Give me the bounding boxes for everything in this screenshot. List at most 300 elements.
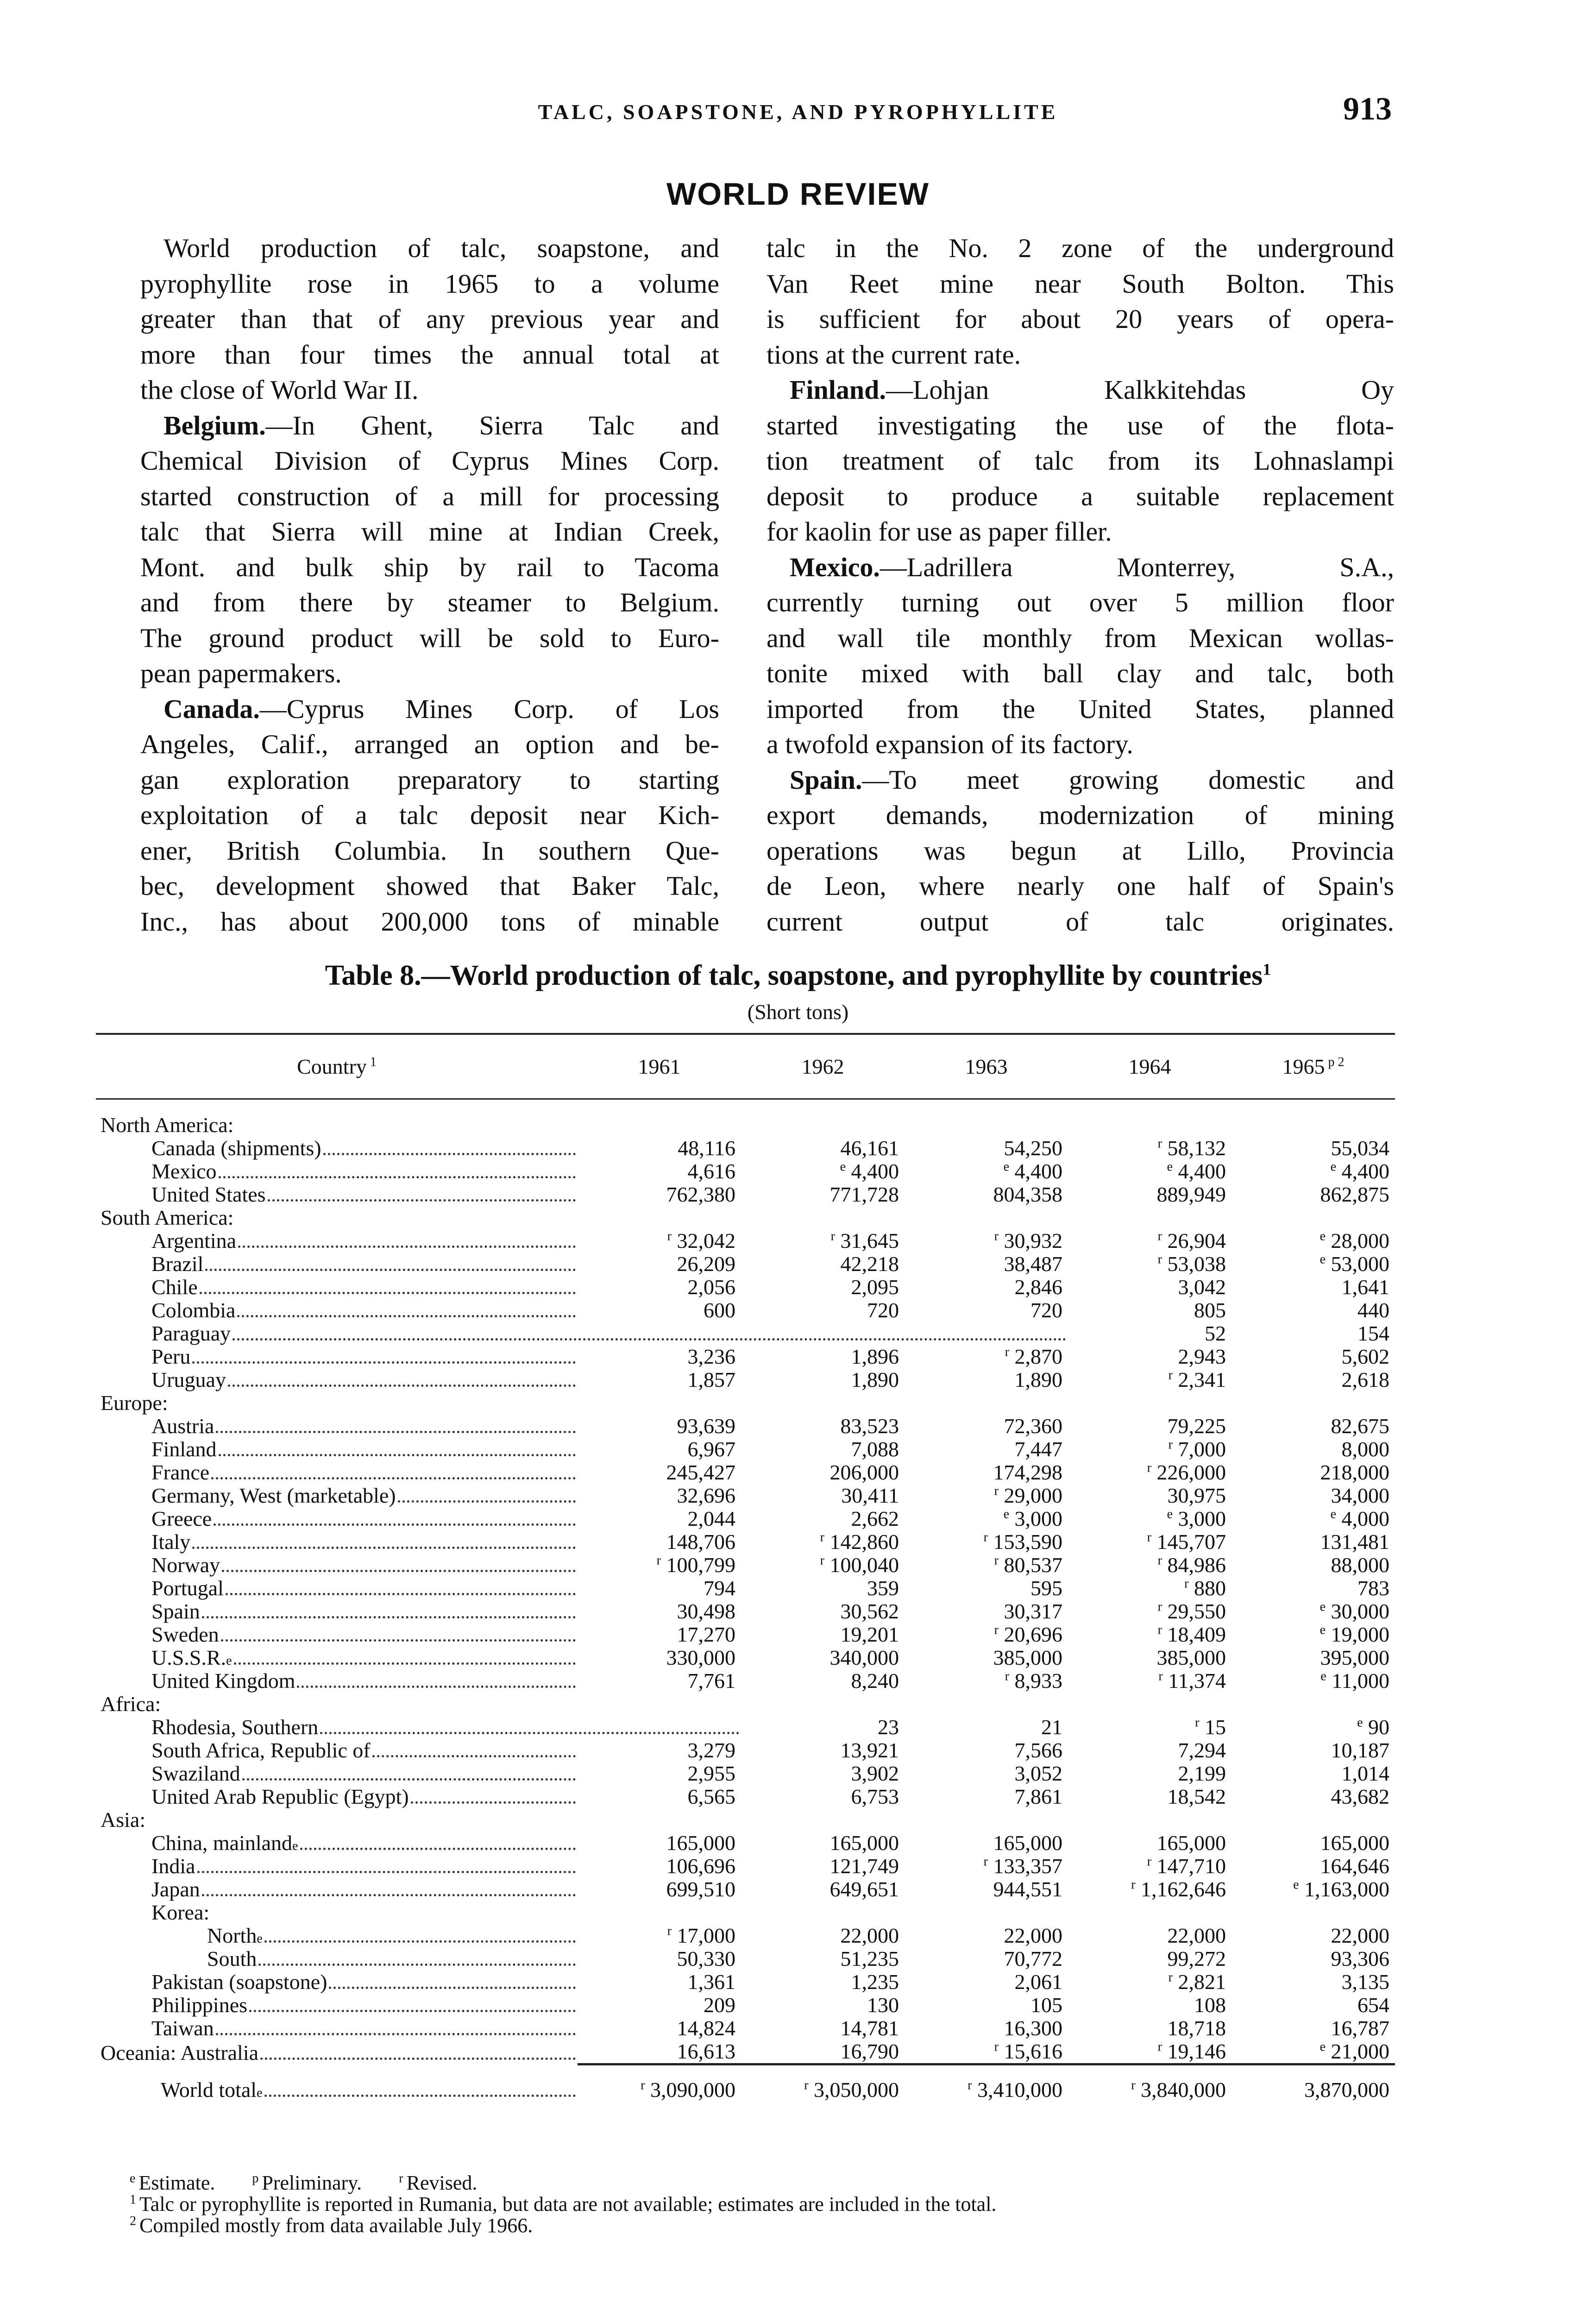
text-line [767,514,1394,550]
country-label [96,1878,578,1901]
footnote-mark: 1 [366,1055,377,1070]
table-cell: 174,298 [993,1460,1062,1484]
table-cell: 50,330 [677,1947,735,1970]
table-cell: 385,000 [1156,1646,1226,1669]
footnote-mark: r [667,1924,672,1938]
country-label [96,1322,1068,1345]
table-row [96,1831,1395,1855]
footnote-mark: r [804,2078,809,2093]
line-text: started investigating the use of the flota- [767,410,1394,441]
footnote-mark: e [130,2171,139,2186]
country-label [96,1229,578,1252]
table-row [96,2040,1395,2064]
footnote-mark: r [1168,1368,1173,1383]
country-name: Mexico [151,1159,217,1183]
table-row [96,1345,1395,1368]
line-text: —To meet growing domestic and [862,764,1394,795]
table-cell: $^r$ 29,000 [994,1484,1062,1507]
section-title: WORLD REVIEW [666,176,930,212]
table-cell: 16,790 [840,2039,899,2063]
dot-leader [211,1477,576,1479]
country-name: Spain [151,1599,200,1623]
country-name: Finland [151,1437,217,1461]
country-label [96,1206,578,1229]
table-cell: 385,000 [993,1646,1062,1669]
footnote-mark: r [399,2171,407,2186]
country-label-wrap [151,1716,741,1739]
table-cell: $^r$ 30,932 [994,1229,1062,1252]
table-cell: $^e$ 3,000 [1003,1507,1062,1530]
table-cell: 7,294 [1178,1738,1226,1762]
table-row [96,1299,1395,1322]
country-name: United Kingdom [151,1669,295,1693]
country-label-wrap [151,1878,578,1901]
table-cell: $^e$ 1,163,000 [1293,1877,1389,1901]
table-cell: $^r$ 31,645 [830,1229,899,1252]
country-label-wrap [151,1785,578,1808]
table-cell: 108 [1194,1993,1226,2017]
table-cell: $^r$ 15,616 [994,2039,1062,2063]
footnote-mark: r [1168,1437,1173,1452]
table-cell: 2,095 [851,1275,899,1299]
line-text: a twofold expansion of its factory. [767,729,1133,759]
country-label-wrap [151,1461,578,1484]
table-cell: 93,639 [677,1414,735,1438]
table-cell: 209 [704,1993,735,2017]
table-cell: 794 [704,1576,735,1600]
country-label [96,1183,578,1206]
table-cell: $^e$ 4,400 [1330,1159,1389,1183]
table-cell: 5,602 [1341,1345,1389,1368]
footnote-mark: r [1184,1576,1189,1591]
country-label [96,1693,578,1716]
country-label-wrap [151,2017,578,2040]
table-cell: 2,056 [687,1275,735,1299]
table-group-row [96,1114,1395,1137]
text-line [140,337,719,373]
country-label-wrap [207,1947,578,1970]
table-cell: 154 [1357,1322,1389,1345]
footnote-mark: r [1158,1669,1163,1684]
column-header [578,1034,741,1099]
line-text: started construction of a mill for processing [140,481,719,511]
footnote-mark: r [968,2078,972,2093]
footnote-mark: e [1293,1877,1299,1892]
country-name: Portugal [151,1576,224,1600]
line-text: bec, development showed that Baker Talc, [140,871,719,901]
table-cell: 83,523 [840,1414,899,1438]
table-cell: $^r$ 2,870 [1005,1345,1062,1368]
table-cell: 13,921 [840,1738,899,1762]
line-text: for kaolin for use as paper filler. [767,516,1112,547]
table-cell: 762,380 [666,1183,735,1206]
footnote-mark: e [1320,1669,1326,1684]
table-cell: $^e$ 4,400 [1003,1159,1062,1183]
table-cell: 944,551 [993,1877,1062,1901]
text-column-left [140,231,719,939]
table-title-text: Table 8.—World production of talc, soapstone, and pyrophyllite by countries [325,960,1263,991]
table-cell: 14,824 [677,2016,735,2040]
table-cell: $^r$ 7,000 [1168,1437,1226,1461]
line-text: operations was begun at Lillo, Provincia [767,835,1394,866]
line-text: current output of talc originates. [767,906,1394,937]
table-cell: 595 [1030,1576,1062,1600]
table-row [96,1970,1395,1994]
text-line [767,868,1394,904]
text-line [140,550,719,585]
country-label [96,1623,578,1646]
country-name: Taiwan [151,2016,214,2040]
line-text: The ground product will be sold to Euro- [140,623,719,653]
table-row [96,1252,1395,1276]
country-label [96,1577,578,1600]
table-cell: $^r$ 145,707 [1147,1530,1226,1554]
table-cell: 2,061 [1014,1970,1062,1994]
table-cell: 23 [878,1715,899,1739]
table-cell: 771,728 [829,1183,899,1206]
line-text: Angeles, Calif., arranged an option and be- [140,729,719,759]
dot-leader [411,1801,576,1804]
table-cell: 16,787 [1331,2016,1389,2040]
table-cell: 17,270 [677,1623,735,1646]
country-name: China, mainland [151,1831,293,1855]
dot-leader [268,1199,576,1202]
table-cell: 1,896 [851,1345,899,1368]
table-cell: 2,955 [687,1762,735,1785]
table-row [96,1577,1395,1600]
table-cell: 34,000 [1331,1484,1389,1507]
table-cell: 720 [1030,1298,1062,1322]
table-cell: 18,542 [1167,1785,1226,1808]
dot-leader [202,1616,576,1618]
table-cell: 395,000 [1320,1646,1389,1669]
table-cell: 3,135 [1341,1970,1389,1994]
table-cell: 54,250 [1004,1136,1062,1160]
column-header-text: Country [297,1054,367,1078]
footnote-text: Compiled mostly from data available July 1966. [139,2214,533,2237]
table-row [96,1623,1395,1646]
footnote-mark: r [820,1553,824,1568]
table-row [96,1716,1395,1739]
text-line [140,798,719,833]
dot-leader [297,1686,576,1688]
line-text: is sufficient for about 20 years of opera- [767,304,1394,334]
text-line [140,372,719,408]
country-name: Swaziland [151,1762,240,1785]
footnote-text: Preliminary. [262,2171,362,2194]
footnote-mark: e [1167,1507,1173,1522]
text-column-right [767,231,1394,939]
country-label-wrap [151,1507,578,1530]
footnote-mark: 2 [130,2214,139,2228]
country-label-wrap [151,1554,578,1577]
table-cell: 330,000 [666,1646,735,1669]
table-cell: 3,052 [1014,1762,1062,1785]
table-cell: 52 [1205,1322,1226,1345]
table-cell: 21 [1041,1715,1062,1739]
country-label-wrap [151,1600,578,1623]
table-cell: 130 [867,1993,899,2017]
text-line [767,656,1394,692]
table-cell: 2,199 [1178,1762,1226,1785]
table-cell: $^r$ 133,357 [983,1854,1062,1878]
country-label [96,1114,578,1137]
table-cell: $^e$ 21,000 [1320,2039,1389,2063]
country-label-wrap [101,2041,578,2064]
footnote-mark: r [994,1484,999,1498]
footnote-mark: p 2 [1325,1055,1345,1070]
table-cell: 32,696 [677,1484,735,1507]
line-text: deposit to produce a suitable replacement [767,481,1394,511]
footnote-mark: e [1320,2039,1326,2054]
table-cell: 93,306 [1331,1947,1389,1970]
country-label [96,1438,578,1461]
country-label-wrap [151,1669,578,1693]
table-cell: $^r$ 3,090,000 [578,2064,741,2102]
country-label-wrap [101,1391,578,1415]
country-name: Uruguay [151,1368,226,1391]
table-cell: 105 [1030,1993,1062,2017]
country-name: Chile [151,1275,198,1299]
line-text: export demands, modernization of mining [767,800,1394,830]
country-name: Sweden [151,1623,219,1646]
line-text: tonite mixed with ball clay and talc, both [767,658,1394,688]
footnote-mark: r [1157,2039,1162,2054]
column-header-text: 1963 [965,1054,1008,1078]
text-line [140,479,719,515]
table-cell: 7,761 [687,1669,735,1693]
table-row [96,1368,1395,1391]
table-cell: $^r$ 3,410,000 [905,2064,1068,2102]
dot-leader [219,1176,576,1178]
dot-leader [398,1500,576,1503]
country-label-wrap: U.S.S.R. e [151,1646,578,1669]
table-cell: 22,000 [1331,1924,1389,1947]
line-text: currently turning out over 5 million floor [767,587,1394,617]
country-name: Paraguay [151,1322,231,1345]
line-text: —Ladrillera Monterrey, S.A., [880,552,1394,582]
table-row [96,2017,1395,2040]
footnote-mark: r [830,1229,835,1244]
dot-leader [234,1662,576,1665]
paragraph-lead: Mexico. [790,552,880,582]
table-row [96,1947,1395,1970]
country-label-wrap [151,1345,578,1368]
country-name: Austria [151,1414,214,1438]
text-line [140,868,719,904]
country-name: Rhodesia, Southern [151,1715,319,1739]
country-name: Italy [151,1530,191,1554]
table-row [96,1554,1395,1577]
footnote-mark: r [820,1530,824,1545]
footnote-mark: r [1195,1715,1200,1730]
table-cell: 7,088 [851,1437,899,1461]
table-row [96,1415,1395,1438]
country-name: South [207,1947,257,1970]
country-label [96,1924,578,1947]
production-table [96,1033,1395,2102]
country-label [96,1461,578,1484]
table-cell: 2,044 [687,1507,735,1530]
table-title [0,959,1596,992]
footnote-mark: e [1330,1159,1336,1174]
table-cell: $^r$ 32,042 [667,1229,735,1252]
country-label-wrap [151,1137,578,1160]
dot-leader [232,1338,1066,1341]
table-row [96,1160,1395,1183]
text-line [140,692,719,727]
table-cell: 42,218 [840,1252,899,1276]
footnote-mark: p [252,2171,262,2186]
table-cell: 19,201 [840,1623,899,1646]
dot-leader [200,1292,576,1294]
table-cell: 16,300 [1004,2016,1062,2040]
country-label [96,1299,578,1322]
country-name: Argentina [151,1229,237,1252]
footnote-mark: r [1147,1460,1151,1475]
table-cell: $^r$ 17,000 [667,1924,735,1947]
table-cell: $^r$ 142,860 [820,1530,899,1554]
table-group-row [96,1391,1395,1415]
table-cell: 245,427 [666,1460,735,1484]
line-text: —Cyprus Mines Corp. of Los [259,693,719,724]
text-line [767,408,1394,444]
column-header [96,1034,578,1099]
country-label-wrap [151,1438,578,1461]
country-label [96,1554,578,1577]
table-cell: 3,042 [1178,1275,1226,1299]
dot-leader [226,1593,576,1595]
table-cell: 6,967 [687,1437,735,1461]
country-label-wrap [151,1183,578,1206]
text-line [140,408,719,444]
table-cell: 804,358 [993,1183,1062,1206]
footnote-mark: r [641,2078,645,2093]
country-label-wrap [151,1276,578,1299]
table-cell: $^r$ 15 [1195,1715,1226,1739]
table-cell: $^e$ 90 [1357,1715,1389,1739]
line-text: —In Ghent, Sierra Talc and [265,410,719,441]
country-label-wrap [151,1623,578,1646]
country-label [96,1484,578,1507]
column-header [741,1034,905,1099]
paragraph-lead: Spain. [790,764,862,795]
table-row [96,1855,1395,1878]
table-row [96,1461,1395,1484]
table-cell: 1,641 [1341,1275,1389,1299]
table-cell: 1,890 [851,1368,899,1391]
country-name: Greece [151,1507,212,1530]
text-line [767,302,1394,337]
country-name: U.S.S.R. [151,1646,226,1669]
text-line [767,231,1394,266]
dot-leader [202,1894,576,1896]
table-cell: 22,000 [1167,1924,1226,1947]
table-cell: 783 [1357,1576,1389,1600]
table-cell: $^e$ 3,000 [1167,1507,1226,1530]
text-line [767,550,1394,585]
footnote-mark: e [1320,1252,1326,1267]
table-cell: 3,236 [687,1345,735,1368]
footnote-mark: r [1147,1530,1151,1545]
country-name: Pakistan (soapstone) [151,1970,327,1994]
table-cell: 46,161 [840,1136,899,1160]
footnote-mark: e [1320,1623,1326,1637]
text-line [767,833,1394,869]
country-name: France [151,1460,210,1484]
table-cell: 8,240 [851,1669,899,1693]
table-cell: $^r$ 2,821 [1168,1970,1226,1994]
table-cell: 26,209 [677,1252,735,1276]
country-label [96,1276,578,1299]
text-line [767,443,1394,479]
table-cell: 7,861 [1014,1785,1062,1808]
table-cell: 1,857 [687,1368,735,1391]
dot-leader [238,1246,576,1248]
country-name: Philippines [151,1993,248,2017]
footnote-mark: e [1003,1507,1009,1522]
footnote-mark: r [994,1229,999,1244]
table-row [96,1646,1395,1669]
table-group-row [96,1693,1395,1716]
table-cell: 206,000 [829,1460,899,1484]
column-header-text: 1965 [1282,1054,1325,1078]
table-cell: 6,565 [687,1785,735,1808]
table-cell: 218,000 [1320,1460,1389,1484]
table-cell: $^r$ 3,840,000 [1068,2064,1232,2102]
text-line [767,904,1394,940]
line-text: Van Reet mine near South Bolton. This [767,268,1394,299]
table-row [96,1507,1395,1530]
dot-leader [219,1454,576,1456]
dot-leader [300,1848,576,1850]
footnote-mark: e [1003,1159,1009,1174]
line-text: pean papermakers. [140,658,342,688]
text-line [140,231,719,266]
country-label [96,1252,578,1276]
footnote-mark: r [1157,1599,1162,1614]
table-cell: 22,000 [840,1924,899,1947]
table-cell: 22,000 [1004,1924,1062,1947]
table-cell: $^e$ 19,000 [1320,1623,1389,1646]
text-line [767,585,1394,621]
page-number: 913 [1343,91,1392,127]
country-name: United Arab Republic (Egypt) [151,1785,409,1808]
footnote-mark: r [1005,1669,1009,1684]
dot-leader [237,1315,576,1317]
country-name: Germany, West (marketable) [151,1484,396,1507]
table-cell: 164,646 [1320,1854,1389,1878]
table-row [96,1438,1395,1461]
table-subtitle: (Short tons) [747,1000,849,1024]
table-cell: $^r$ 1,162,646 [1131,1877,1226,1901]
table-cell: 165,000 [829,1831,899,1855]
table-row [96,1785,1395,1808]
country-name: North America: [101,1113,234,1137]
footnote-mark: e [1167,1159,1173,1174]
table-cell: 55,034 [1331,1136,1389,1160]
country-label-wrap [101,1693,578,1716]
line-text: gan exploration preparatory to starting [140,764,719,795]
column-header [1068,1034,1232,1099]
footnote-mark: r [1157,1136,1162,1151]
table-cell: 600 [704,1298,735,1322]
table-cell: 18,718 [1167,2016,1226,2040]
text-line [140,833,719,869]
country-label-wrap: World total e [161,2078,578,2102]
line-text: de Leon, where nearly one half of Spain's [767,871,1394,901]
footnote-mark: e [840,1159,846,1174]
